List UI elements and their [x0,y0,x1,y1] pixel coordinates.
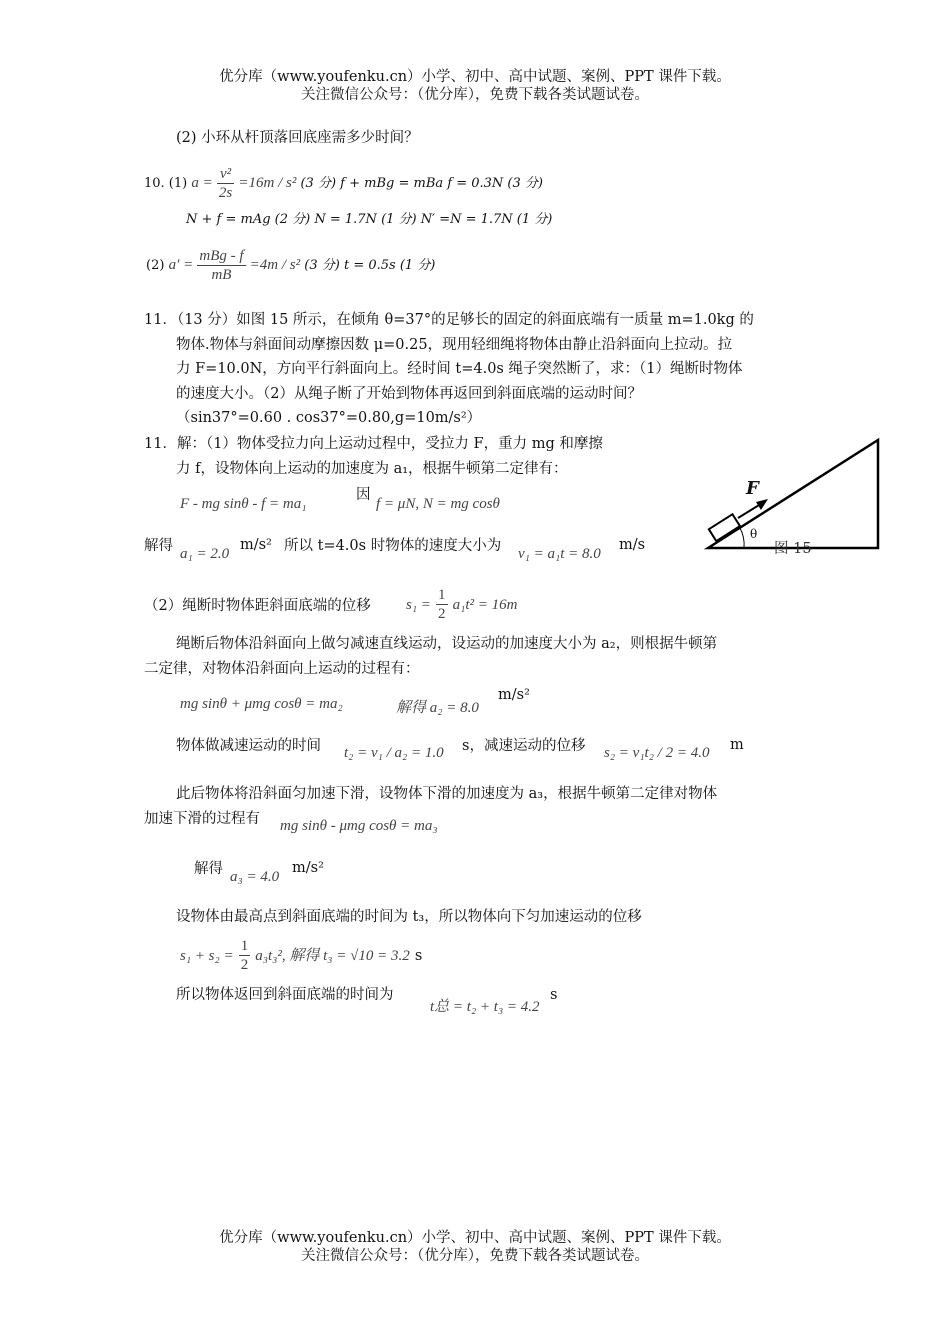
sol11-s1-a: s₁ = [406,597,431,613]
sol11-unit-a1: m/s² [240,537,272,553]
sol11-p6: 设物体由最高点到斜面底端的时间为 t₃，所以物体向下匀加速运动的位移 [176,909,642,925]
incline-triangle [708,440,878,548]
sol11-unit-t3: s [414,948,423,964]
footer-line-1: 优分库（www.youfenku.cn）小学、初中、高中试题、案例、PPT 课件下载。 [219,1230,731,1246]
sol11-a2: 解得 a₂ = 8.0 [396,700,479,716]
sol11-unit-v1: m/s [619,537,646,553]
angle-label: θ [750,527,758,541]
sol11-jiede: 解得 [144,538,173,554]
q10-part2: (2) 小环从杆顶落回底座需多少时间？ [176,130,419,146]
sol11-p4: 物体做减速运动的时间 [176,738,321,754]
ans10-line1 [144,164,543,203]
footer-line-2: 关注微信公众号：（优分库），免费下载各类试题试卷。 [301,1248,649,1264]
sol11-eq5-half [239,937,251,974]
sol11-eq5-b: a₃t₃², 解得 t₃ = √10 = 3.2 [255,948,410,964]
force-label: F [746,478,759,499]
sol11-s2: s₂ = v₁t₂ / 2 = 4.0 [604,745,710,761]
sol11-p3b: 二定律，对物体沿斜面向上运动的过程有： [144,661,420,677]
ans10-a2-val: =4m / s² [249,257,301,273]
sol11-p5a: 此后物体将沿斜面匀加速下滑，设物体下滑的加速度为 a₃，根据牛顿第二定律对物体 [176,786,718,802]
ans10-frac1-den: 2s [218,185,233,201]
sol11-half-den: 2 [438,606,446,622]
sol11-line2: 力 f，设物体向上运动的加速度为 a₁，根据牛顿第二定律有： [176,461,568,477]
sol11-v1: v₁ = a₁t = 8.0 [518,546,601,562]
sol11-eq3: mg sinθ + μmg cosθ = ma₂ [180,696,343,712]
ans10-frac2-num: mBg - f [199,248,244,264]
sol11-unit-s2: m [730,737,744,753]
ans10-frac1-num: v² [217,165,234,184]
ans10-frac1 [217,165,234,202]
figure-caption: 图 15 [774,541,812,557]
sol11-eq2: f = μN, N = mg cosθ [376,496,500,512]
sol11-line1: 11．解：（1）物体受拉力向上运动过程中，受拉力 F，重力 mg 和摩擦 [144,436,603,452]
ans10-line3 [146,246,435,285]
q11-line2: 物体.物体与斜面间动摩擦因数 μ=0.25，现用轻细绳将物体由静止沿斜面向上拉动。拉 [176,337,733,353]
q11-line1: 11．（13 分）如图 15 所示，在倾角 θ=37°的足够长的固定的斜面底端有一质量 m=1.0kg 的 [144,312,754,328]
sol11-mid: 所以 t=4.0s 时物体的速度大小为 [284,538,502,554]
ans10-label1: 10. (1) [144,176,188,191]
sol11-t2: t₂ = v₁ / a₂ = 1.0 [344,745,444,761]
q11-line3: 力 F=10.0N，方向平行斜面向上。经时间 t=4.0s 绳子突然断了，求：（1）绳断时物体 [176,361,743,377]
ans10-line2: N + f = mAg (2 分) N = 1.7N (1 分) N′ =N = 1.7N (1 分) [186,212,553,227]
sol11-yin: 因 [356,487,371,503]
ans10-rest1: (3 分) f + mBg = mBa f = 0.3N (3 分) [300,176,543,191]
sol11-a3: a₃ = 4.0 [230,869,280,885]
sol11-jiede3: 解得 [194,861,223,877]
sol11-s1 [406,584,517,625]
ans10-a-val: =16m / s² [238,175,297,191]
sol11-p5b: 加速下滑的过程有 [144,811,260,827]
sol11-unit-a3: m/s² [292,860,324,876]
ans10-rest2: (3 分) t = 0.5s (1 分) [304,258,436,273]
ans10-frac2-den: mB [211,267,232,283]
block-on-incline [709,514,740,541]
sol11-half-num: 1 [438,587,446,603]
sol11-unit-a2: m/s² [498,687,530,703]
q11-line5: （sin37°=0.60 . cos37°=0.80,g=10m/s²） [176,410,482,426]
header-line-2: 关注微信公众号：（优分库），免费下载各类试题试卷。 [301,87,649,103]
sol11-eq5 [180,935,422,976]
ans10-label2: (2) [146,258,165,273]
sol11-eq4: mg sinθ - μmg cosθ = ma₃ [280,818,438,834]
sol11-p2: （2）绳断时物体距斜面底端的位移 [144,598,371,614]
sol11-unit-ttotal: s [550,987,558,1003]
sol11-s1-b: a₁t² = 16m [452,597,518,613]
sol11-p4b: s，减速运动的位移 [462,738,586,754]
sol11-eq5-a: s₁ + s₂ = [180,948,234,964]
force-arrowhead [756,499,768,510]
header-line-1: 优分库（www.youfenku.cn）小学、初中、高中试题、案例、PPT 课件下载。 [219,69,731,85]
sol11-ttotal: t总 = t₂ + t₃ = 4.2 [430,999,540,1015]
sol11-eq1: F - mg sinθ - f = ma₁ [180,496,307,512]
sol11-half [436,586,448,623]
q11-line4: 的速度大小。（2）从绳子断了开始到物体再返回到斜面底端的运动时间？ [176,386,642,402]
ans10-a-prime: a′ = [168,257,194,273]
sol11-eq5-half-num: 1 [240,938,249,954]
ans10-frac2 [197,247,245,284]
angle-arc [740,528,744,548]
sol11-p3a: 绳断后物体沿斜面向上做匀减速直线运动，设运动的加速度大小为 a₂，则根据牛顿第 [176,636,718,652]
sol11-p7: 所以物体返回到斜面底端的时间为 [176,987,394,1003]
sol11-eq5-half-den: 2 [240,957,249,973]
ans10-a-eq: a = [191,175,213,191]
sol11-a1: a₁ = 2.0 [180,546,230,562]
